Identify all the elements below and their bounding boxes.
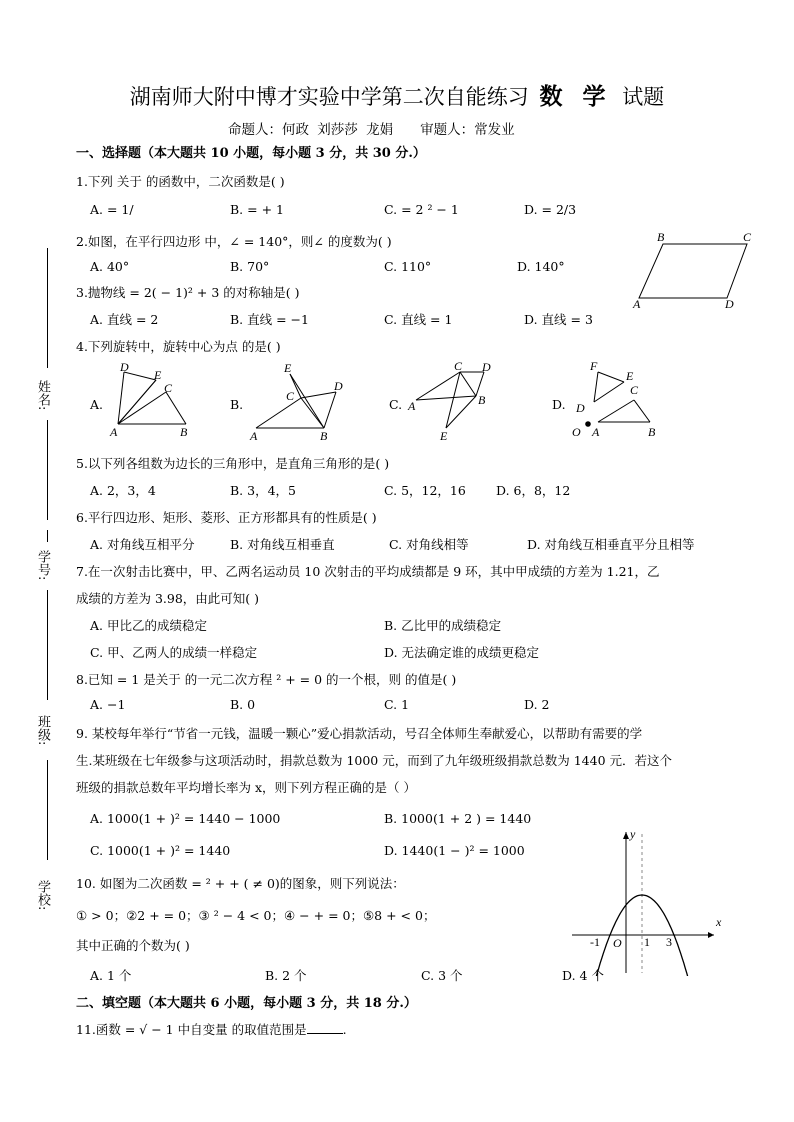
q8-option-d[interactable]: D. 2: [524, 697, 550, 712]
y-axis-arrow-icon: [623, 832, 629, 839]
q9-option-c[interactable]: C. 1000(1 + )² = 1440: [90, 843, 231, 858]
graph-tick-neg1: -1: [590, 935, 600, 949]
fig-c-label-b: B: [478, 393, 486, 407]
parabola-graph: [566, 826, 726, 976]
q3-option-b[interactable]: B. 直线 = −1: [230, 312, 309, 327]
rotation-figure-c: [404, 360, 504, 444]
q10-stem-line2: ① > 0；②2 + = 0；③ ² − 4 < 0；④ − + = 0；⑤8 + < 0；: [76, 908, 436, 923]
title-subject: 数 学: [539, 83, 612, 110]
fig-c-label-d: D: [482, 360, 491, 374]
fig-d-label-a: A: [592, 425, 600, 439]
q8-stem: 8.已知 = 1 是关于 的一元二次方程 ² + = 0 的一个根，则 的值是( ): [76, 672, 457, 687]
q6-option-d[interactable]: D. 对角线互相垂直平分且相等: [527, 537, 695, 552]
q5-option-d[interactable]: D. 6，8，12: [496, 483, 571, 498]
q11-answer-blank[interactable]: [307, 1023, 343, 1034]
q2-option-b[interactable]: B. 70°: [230, 259, 270, 274]
q1-stem: 1.下列 关于 的函数中，二次函数是( ): [76, 174, 285, 189]
q7-stem-line2: 成绩的方差为 3.98，由此可知( ): [76, 591, 260, 606]
q9-stem-line1: 9. 某校每年举行“节省一元钱，温暖一颗心”爱心捐款活动，号召全体师生奉献爱心，以帮助有需要的学: [76, 726, 643, 741]
q1-option-d[interactable]: D. = 2/3: [524, 202, 577, 217]
q5-option-b[interactable]: B. 3，4，5: [230, 483, 296, 498]
q2-stem: 2.如图，在平行四边形 中，∠ = 140°，则∠ 的度数为( ): [76, 234, 392, 249]
binding-line-name: [47, 248, 48, 368]
q8-option-a[interactable]: A. −1: [90, 697, 126, 712]
fig-d-label-f: F: [590, 360, 598, 373]
x-axis-arrow-icon: [708, 932, 714, 938]
q3-stem: 3.抛物线 = 2( − 1)² + 3 的对称轴是( ): [76, 285, 300, 300]
section1-heading: 一、选择题（本大题共 10 小题，每小题 3 分，共 30 分.）: [76, 146, 426, 161]
fig-d-label-b: B: [648, 425, 656, 439]
q1-option-a[interactable]: A. = 1/: [90, 202, 134, 217]
q3-option-d[interactable]: D. 直线 = 3: [524, 312, 593, 327]
graph-y-label: y: [630, 827, 636, 841]
fig-c-label-a: A: [408, 399, 416, 413]
fig-b-label-a: A: [250, 429, 258, 443]
graph-tick-3: 3: [666, 935, 672, 949]
graph-x-label: x: [716, 915, 722, 929]
q10-option-d[interactable]: D. 4 个: [562, 968, 604, 983]
q9-option-d[interactable]: D. 1440(1 − )² = 1000: [384, 843, 525, 858]
q9-stem-line3: 班级的捐款总数年平均增长率为 x，则下列方程正确的是（ ）: [76, 780, 416, 795]
title-prefix: 湖南师大附中博才实验中学第二次自能练习: [129, 85, 529, 109]
q8-option-c[interactable]: C. 1: [384, 697, 410, 712]
fig-b-label-e: E: [284, 361, 292, 375]
parallelogram-label-a: A: [633, 297, 641, 310]
fig-d-label-e: E: [626, 369, 634, 383]
name-label: 姓名:: [35, 380, 50, 411]
q10-option-a[interactable]: A. 1 个: [90, 968, 132, 983]
parallelogram-figure: [625, 228, 765, 310]
q6-stem: 6.平行四边形、矩形、菱形、正方形都具有的性质是( ): [76, 510, 377, 525]
q4-option-a[interactable]: A.: [90, 397, 104, 412]
parallelogram-label-d: D: [725, 297, 734, 310]
q4-option-d[interactable]: D.: [552, 397, 566, 412]
authors-line: 命题人：何政 刘莎莎 龙娟 审题人：常发业: [228, 122, 515, 138]
school-label: 学校:: [35, 880, 50, 911]
q7-option-c[interactable]: C. 甲、乙两人的成绩一样稳定: [90, 645, 258, 660]
q7-option-b[interactable]: B. 乙比甲的成绩稳定: [384, 618, 502, 633]
q10-stem-line1: 10. 如图为二次函数 = ² + + ( ≠ 0)的图象，则下列说法：: [76, 876, 405, 891]
rotation-figure-d: [568, 360, 668, 444]
q4-option-b[interactable]: B.: [230, 397, 244, 412]
rotation-figure-b: [246, 360, 356, 444]
fig-c-label-c: C: [454, 360, 463, 373]
fig-a-label-a: A: [110, 425, 118, 439]
q10-option-c[interactable]: C. 3 个: [421, 968, 463, 983]
fig-a-label-b: B: [180, 425, 188, 439]
q3-option-a[interactable]: A. 直线 = 2: [90, 312, 159, 327]
q5-option-a[interactable]: A. 2，3，4: [90, 483, 156, 498]
fig-d-label-c: C: [630, 383, 639, 397]
q7-option-d[interactable]: D. 无法确定谁的成绩更稳定: [384, 645, 540, 660]
fig-b-label-c: C: [286, 389, 295, 403]
q7-option-a[interactable]: A. 甲比乙的成绩稳定: [90, 618, 207, 633]
q1-option-c[interactable]: C. = 2 ² − 1: [384, 202, 459, 217]
fig-d-label-d: D: [576, 401, 585, 415]
q3-option-c[interactable]: C. 直线 = 1: [384, 312, 453, 327]
q9-option-b[interactable]: B. 1000(1 + 2 ) = 1440: [384, 811, 532, 826]
parallelogram-label-c: C: [743, 230, 752, 244]
fig-a-label-d: D: [120, 362, 129, 374]
binding-line-number-top: [47, 420, 48, 520]
q1-option-b[interactable]: B. = + 1: [230, 202, 284, 217]
binding-line-number-tick: [47, 530, 48, 542]
fig-a-label-e: E: [154, 368, 162, 382]
q9-option-a[interactable]: A. 1000(1 + )² = 1440 − 1000: [90, 811, 281, 826]
fig-d-label-o: O: [572, 425, 581, 439]
fig-b-label-b: B: [320, 429, 328, 443]
fig-b-label-d: D: [334, 379, 343, 393]
title-suffix: 试题: [622, 85, 665, 109]
q2-option-d[interactable]: D. 140°: [517, 259, 565, 274]
fig-c-label-e: E: [440, 429, 448, 443]
graph-origin-label: O: [613, 936, 622, 950]
fig-a-label-c: C: [164, 381, 173, 395]
rotation-figure-a: [106, 362, 196, 442]
q9-stem-line2: 生.某班级在七年级参与这项活动时，捐款总数为 1000 元，而到了九年级班级捐款总数为 1440 元．若这个: [76, 753, 672, 768]
q6-option-b[interactable]: B. 对角线互相垂直: [230, 537, 335, 552]
number-label: 学号:: [35, 550, 50, 581]
q2-option-c[interactable]: C. 110°: [384, 259, 432, 274]
q11-stem: [76, 1020, 347, 1038]
class-label: 班级:: [35, 715, 50, 746]
q5-option-c[interactable]: C. 5，12，16: [384, 483, 466, 498]
q4-option-c[interactable]: C.: [389, 397, 403, 412]
graph-tick-1: 1: [644, 935, 650, 949]
parallelogram-label-b: B: [657, 230, 665, 244]
q7-stem-line1: 7.在一次射击比赛中，甲、乙两名运动员 10 次射击的平均成绩都是 9 环，其中甲成绩的方差为 1.21，乙: [76, 564, 660, 579]
q5-stem: 5.以下列各组数为边长的三角形中，是直角三角形的是( ): [76, 456, 390, 471]
q6-option-a[interactable]: A. 对角线互相平分: [90, 537, 195, 552]
q8-option-b[interactable]: B. 0: [230, 697, 256, 712]
q11-stem-text: 11.函数 = √ − 1 中自变量 的取值范围是: [76, 1022, 307, 1037]
q11-period: .: [342, 1022, 347, 1037]
q2-option-a[interactable]: A. 40°: [90, 259, 130, 274]
q4-stem: 4.下列旋转中，旋转中心为点 的是( ): [76, 339, 281, 354]
q6-option-c[interactable]: C. 对角线相等: [389, 537, 469, 552]
q10-option-b[interactable]: B. 2 个: [265, 968, 307, 983]
binding-line-class: [47, 590, 48, 700]
page-title: [0, 78, 794, 111]
q10-stem-line3: 其中正确的个数为( ): [76, 938, 190, 953]
rotation-center-dot: [585, 421, 591, 427]
binding-line-school: [47, 760, 48, 860]
section2-heading: 二、填空题（本大题共 6 小题，每小题 3 分，共 18 分.）: [76, 996, 417, 1011]
